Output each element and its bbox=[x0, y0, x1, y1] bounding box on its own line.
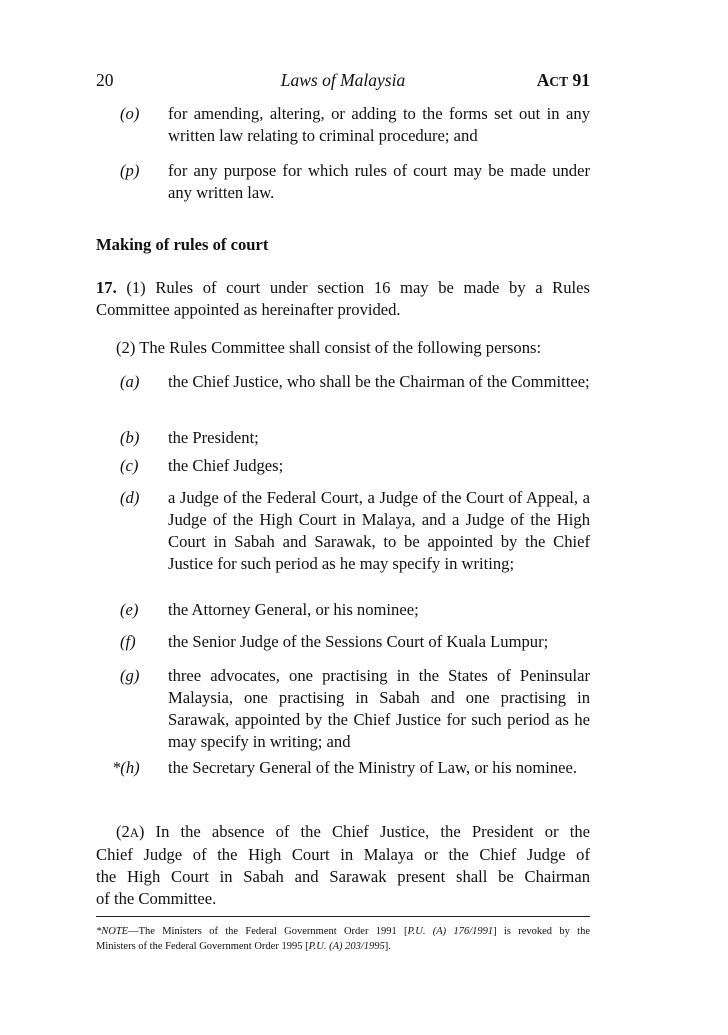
item-p bbox=[120, 160, 590, 204]
subsection-2a-line3: the High Court in Sabah and Sarawak present shall be Chairman bbox=[96, 867, 590, 886]
subsection-2-text: (2) The Rules Committee shall consist of the following persons: bbox=[116, 338, 542, 357]
member-e bbox=[120, 599, 590, 621]
subsection-2 bbox=[116, 337, 590, 359]
page-header bbox=[96, 70, 590, 92]
item-label: (c) bbox=[120, 456, 139, 475]
item-text: for any purpose for which rules of court may be made under any written law. bbox=[168, 161, 590, 202]
item-label: (g) bbox=[120, 666, 140, 685]
item-label: (p) bbox=[120, 161, 140, 180]
item-text: the Senior Judge of the Sessions Court of Kuala Lumpur; bbox=[168, 632, 549, 651]
item-text: for amending, altering, or adding to the forms set out in any written law relating to criminal procedure; and bbox=[168, 104, 590, 145]
footnote-ref-2: P.U. (A) 203/1995 bbox=[308, 941, 385, 952]
act-label: ACT 91 bbox=[536, 70, 590, 90]
member-d bbox=[120, 487, 590, 575]
item-label: (f) bbox=[120, 632, 136, 651]
member-a bbox=[120, 371, 590, 393]
item-text: the President; bbox=[168, 428, 259, 447]
item-label: (b) bbox=[120, 428, 140, 447]
item-label: (d) bbox=[120, 488, 140, 507]
page-number: 20 bbox=[96, 70, 114, 90]
section-17 bbox=[96, 277, 590, 321]
item-label: (e) bbox=[120, 600, 139, 619]
running-title: Laws of Malaysia bbox=[280, 70, 406, 90]
item-text: the Secretary General of the Ministry of Law, or his nominee. bbox=[168, 758, 578, 777]
member-c bbox=[120, 455, 590, 477]
member-f bbox=[120, 631, 590, 653]
item-text: the Chief Justice, who shall be the Chairman of the Committee; bbox=[168, 372, 590, 391]
item-label: *(h) bbox=[112, 758, 140, 777]
subsection-2a-line1: In the absence of the Chief Justice, the President or the bbox=[155, 822, 590, 841]
item-o bbox=[120, 103, 590, 147]
member-b bbox=[120, 427, 590, 449]
item-label: (a) bbox=[120, 372, 140, 391]
footnote: *NOTE—The Ministers of the Federal Government Order 1991 [P.U. (A) 176/1991] is revoked by the Ministers of the Federal Government Order 1995 [P.U. (A) 203/1995]. bbox=[96, 926, 590, 952]
subsection-2a-number: (2A) bbox=[116, 822, 145, 841]
item-text: three advocates, one practising in the States of Peninsular Malaysia, one practising in Sabah and one practising in Sarawak, appointed by the Chief Justice for such period as he may specify in writing; and bbox=[168, 666, 590, 751]
footnote-label: *NOTE bbox=[96, 926, 129, 937]
section-heading: Making of rules of court bbox=[96, 235, 269, 254]
item-text: the Chief Judges; bbox=[168, 456, 284, 475]
footnote-ref-1: P.U. (A) 176/1991 bbox=[407, 926, 494, 937]
subsection-2a-line4: of the Committee. bbox=[96, 889, 217, 908]
section-number: 17. bbox=[96, 278, 117, 297]
section-17-line1: (1) Rules of court under section 16 may be made by a Rules bbox=[126, 278, 590, 297]
footnote-divider bbox=[96, 916, 590, 917]
item-text: the Attorney General, or his nominee; bbox=[168, 600, 419, 619]
member-h bbox=[112, 757, 590, 779]
item-label: (o) bbox=[120, 104, 140, 123]
section-17-line2: Committee appointed as hereinafter provided. bbox=[96, 300, 401, 319]
member-g bbox=[120, 665, 590, 753]
item-text: a Judge of the Federal Court, a Judge of the Court of Appeal, a Judge of the High Court in Malaya, and a Judge of the High Court in Sabah and Sarawak, to be appointed by the Chief Justice for such period as he may specify in writing; bbox=[168, 488, 590, 573]
subsection-2a-line2: Chief Judge of the High Court in Malaya or the Chief Judge of bbox=[96, 845, 590, 864]
subsection-2a bbox=[96, 821, 590, 910]
